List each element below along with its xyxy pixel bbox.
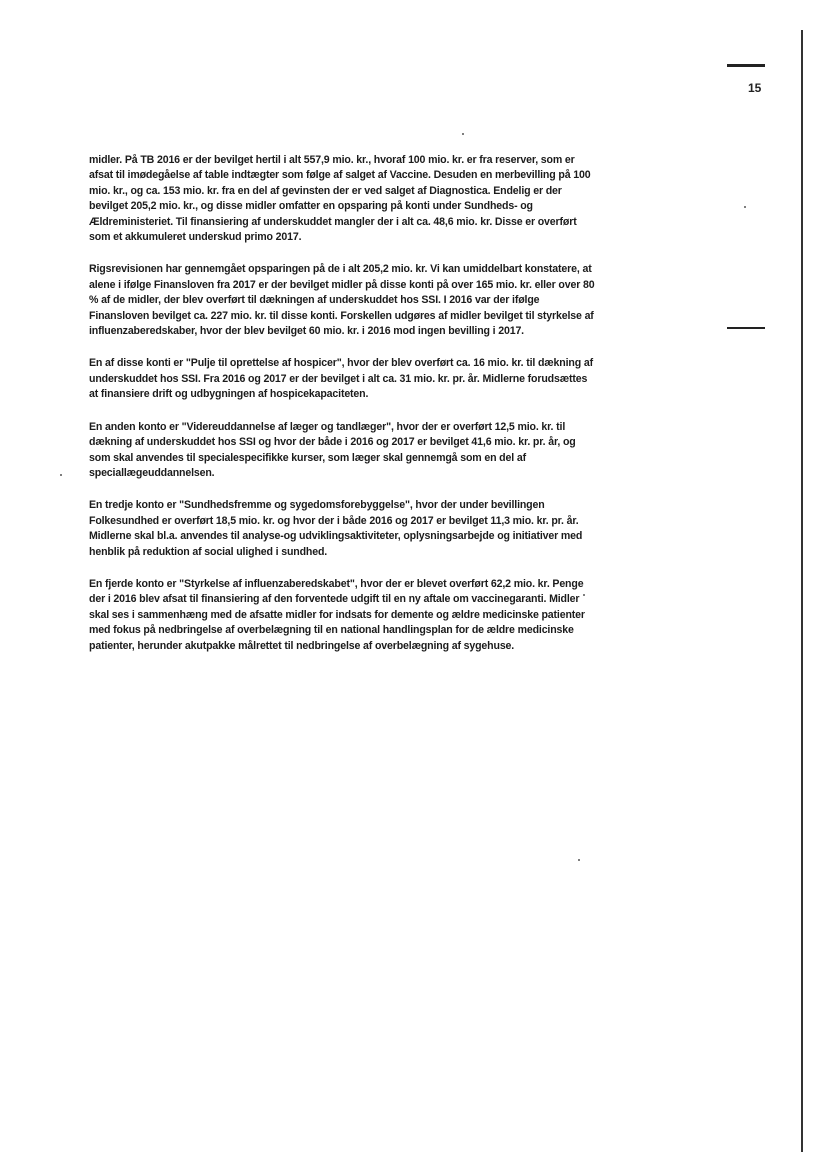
scan-speck: [578, 859, 580, 861]
margin-mark-top: [727, 64, 765, 67]
scan-speck: [744, 206, 746, 208]
page-number: 15: [748, 81, 762, 95]
paragraph: En tredje konto er "Sundhedsfremme og sygedomsforebyggelse", hvor der under bevillingen Folkesundhed er overført 18,5 mio. kr. og hvor der i både 2016 og 2017 er bevilget 11,3 mio. kr. pr. år. Midlerne skal bl.a. anvendes til analyse-og udviklingsaktiviteter, oplysningsarbejde og initiativer med henblik på reduktion af social ulighed i sundhed.: [89, 499, 583, 558]
margin-mark-middle: [727, 327, 765, 329]
paragraph: En af disse konti er "Pulje til oprettelse af hospicer", hvor der blev overført ca. 16 mio. kr. til dækning af underskuddet hos SSI. Fra 2016 og 2017 er der bevilget i alt ca. 31 mio. kr. pr. år. Midlerne forudsættes at finansiere drift og udbygningen af hospicekapaciteten.: [89, 357, 593, 401]
paragraph: midler. På TB 2016 er der bevilget hertil i alt 557,9 mio. kr., hvoraf 100 mio. kr. er fra reserver, som er afsat til imødegåelse af table indtægter som følge af salget af Vaccine. Desuden en merbevilling på 100 mio. kr., og ca. 153 mio. kr. fra en del af gevinsten der er ved salget af Diagnostica. Endelig er der bevilget 205,2 mio. kr., og disse midler omfatter en opsparing på konti under Sundheds- og Ældreministeriet. Til finansiering af underskuddet mangler der i alt ca. 48,6 mio. kr. Disse er overført som et akkumuleret underskud primo 2017.: [89, 154, 591, 244]
right-margin-rule: [801, 30, 803, 1152]
scan-speck: [60, 474, 62, 476]
scan-speck: [462, 133, 464, 135]
body-text: [89, 153, 599, 671]
paragraph: En fjerde konto er "Styrkelse af influenzaberedskabet", hvor der er blevet overført 62,2 mio. kr. Penge der i 2016 blev afsat til finansiering af den forventede udgift til en ny aftale om vaccinegaranti. Midler skal ses i sammenhæng med de afsatte midler for indsats for demente og ældre medicinske patienter med fokus på nedbringelse af overbelægning til en national handlingsplan for de ældre medicinske patienter, herunder akutpakke målrettet til nedbringelse af overbelægning af sygehuse.: [89, 577, 585, 652]
paragraph: En anden konto er "Videreuddannelse af læger og tandlæger", hvor der er overført 12,5 mio. kr. til dækning af underskuddet hos SSI og hvor der både i 2016 og 2017 er bevilget 41,6 mio. kr. pr. år, og som skal anvendes til specialespecifikke kurser, som læger skal gennemgå som en del af speciallægeuddannelsen.: [89, 420, 576, 479]
paragraph: Rigsrevisionen har gennemgået opsparingen på de i alt 205,2 mio. kr. Vi kan umiddelbart konstatere, at alene i ifølge Finansloven fra 2017 er der bevilget midler på disse konti på over 165 mio. kr. eller over 80 % af de midler, der blev overført til dækningen af underskuddet hos SSI. I 2016 var der ifølge Finansloven bevilget ca. 227 mio. kr. til disse konti. Forskellen udgøres af midler bevilget til styrkelse af influenzaberedskaber, hvor der blev bevilget 60 mio. kr. i 2016 mod ingen bevilling i 2017.: [89, 263, 595, 338]
